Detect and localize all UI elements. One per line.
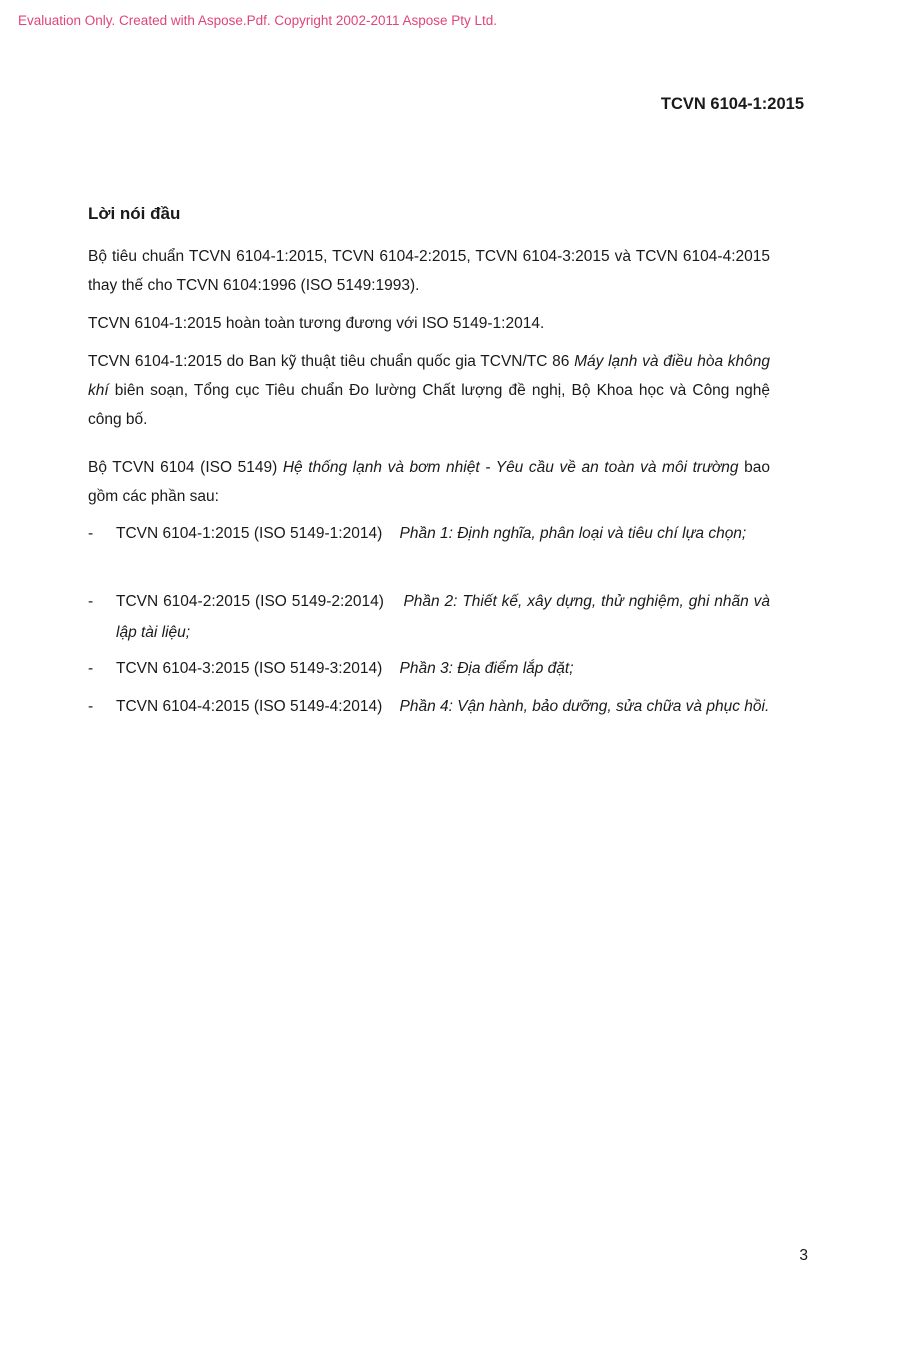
list-item-title: Phần 4: Vận hành, bảo dưỡng, sửa chữa và phục hồi. <box>399 698 770 715</box>
series-text-end: bao gồm các phần sau: <box>88 459 770 505</box>
committee-name: Máy lạnh và điều hòa không khí <box>88 353 770 399</box>
list-item-code: TCVN 6104-3:2015 (ISO 5149-3:2014) <box>116 660 383 677</box>
list-dash: - <box>88 660 94 677</box>
list-item-title: Phần 2: Thiết kế, xây dựng, thử nghiệm, ghi nhãn và lập tài liệu; <box>116 593 770 641</box>
list-dash: - <box>88 525 94 542</box>
list-dash: - <box>88 698 94 715</box>
list-item-title: Phần 1: Định nghĩa, phân loại và tiêu chí lựa chọn; <box>399 525 747 542</box>
list-item-code: TCVN 6104-4:2015 (ISO 5149-4:2014) <box>116 698 383 715</box>
watermark-text: Evaluation Only. Created with Aspose.Pdf. Copyright 2002-2011 Aspose Pty Ltd. <box>18 13 498 28</box>
authorship-text-start: TCVN 6104-1:2015 do Ban kỹ thuật tiêu chuẩn quốc gia TCVN/TC 86 <box>88 353 575 370</box>
series-text-start: Bộ TCVN 6104 (ISO 5149) <box>88 459 283 476</box>
document-code: TCVN 6104-1:2015 <box>660 95 804 113</box>
list-item-title: Phần 3: Địa điểm lắp đặt; <box>399 660 574 677</box>
paragraph-series-intro <box>88 453 770 511</box>
paragraph-authorship <box>88 347 770 434</box>
list-item <box>88 691 770 722</box>
list-item <box>88 653 770 684</box>
list-dash: - <box>88 593 94 610</box>
paragraph-equivalence: TCVN 6104-1:2015 hoàn toàn tương đương với ISO 5149-1:2014. <box>88 315 545 332</box>
list-item-code: TCVN 6104-2:2015 (ISO 5149-2:2014) <box>116 593 384 610</box>
page-number: 3 <box>799 1247 808 1264</box>
series-title: Hệ thống lạnh và bơm nhiệt - Yêu cầu về an toàn và môi trường <box>282 459 739 476</box>
paragraph-replacement: Bộ tiêu chuẩn TCVN 6104-1:2015, TCVN 6104-2:2015, TCVN 6104-3:2015 và TCVN 6104-4:2015 thay thế cho TCVN 6104:1996 (ISO 5149:1993). <box>88 248 770 294</box>
list-item <box>88 586 770 648</box>
list-item <box>88 518 770 549</box>
authorship-text-end: biên soạn, Tổng cục Tiêu chuẩn Đo lường Chất lượng đề nghị, Bộ Khoa học và Công nghệ công bố. <box>88 382 770 428</box>
list-item-code: TCVN 6104-1:2015 (ISO 5149-1:2014) <box>116 525 383 542</box>
section-heading: Lời nói đầu <box>88 204 181 223</box>
